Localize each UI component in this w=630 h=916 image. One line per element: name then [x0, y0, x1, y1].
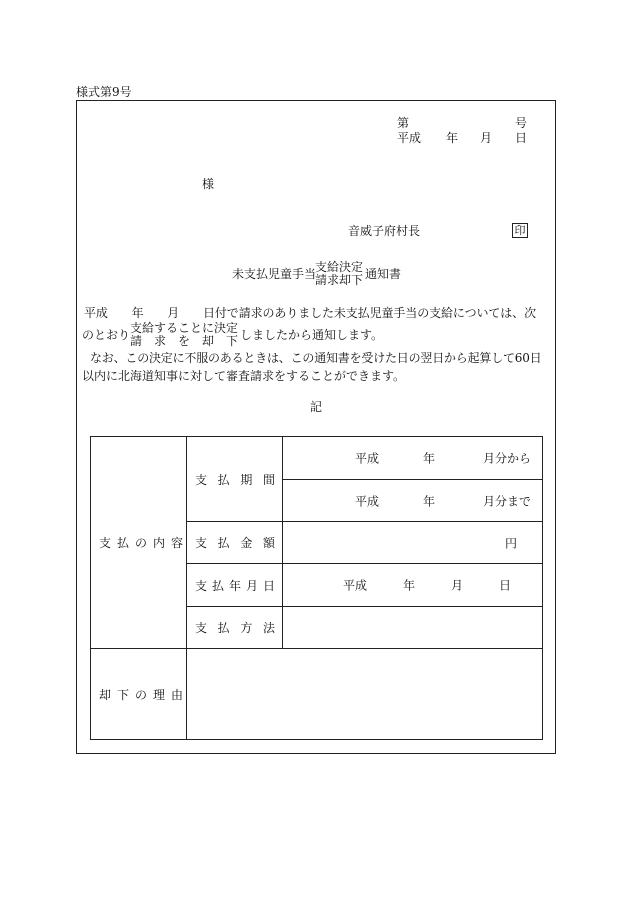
row-amount-label: [187, 522, 283, 564]
row-date-label: [187, 564, 283, 607]
issuer-name: 音威子府村長: [348, 224, 421, 238]
pay-date-month: 月: [451, 578, 464, 593]
label-char: 法: [262, 621, 275, 635]
lbl-method-text: [195, 619, 275, 636]
period-from-year: 年: [423, 451, 436, 466]
number-prefix: 第: [397, 116, 410, 130]
label-char: 年: [228, 578, 241, 593]
payment-table: [90, 436, 543, 740]
label-char: 支: [195, 578, 208, 593]
body-option-rejection: 請 求 を 却 下: [130, 334, 239, 348]
title-options: [315, 261, 363, 287]
label-char: の: [134, 536, 147, 550]
sec-pay-text: [99, 534, 183, 551]
period-from-cell: [283, 437, 543, 480]
amount-unit: 円: [505, 536, 518, 550]
period-to-cell: [283, 480, 543, 522]
label-char: 支: [195, 472, 208, 487]
label-char: 期: [240, 472, 253, 487]
pay-date-day: 日: [499, 578, 512, 593]
body-line-1: 平成 年 月 日付で請求のありました未支払児童手当の支給については、次: [84, 306, 536, 320]
row-method-label: [187, 607, 283, 649]
reason-cell: [187, 649, 543, 740]
label-char: 支: [195, 536, 208, 550]
title-option-decision: 支給決定: [315, 260, 364, 274]
label-char: 日: [262, 578, 275, 593]
label-char: 金: [240, 536, 253, 550]
title-option-rejection: 請求却下: [315, 273, 364, 287]
body-line-2-prefix: のとおり: [82, 328, 131, 342]
label-char: 払: [217, 472, 230, 487]
addressee-suffix: 様: [202, 177, 215, 191]
label-char: 月: [245, 578, 258, 593]
section-payment-label: [91, 437, 187, 649]
label-char: 理: [152, 687, 165, 702]
sec-reason-text: [99, 686, 183, 703]
label-char: の: [134, 687, 147, 702]
label-char: 払: [116, 536, 129, 550]
lbl-amount-text: [195, 534, 275, 551]
label-char: 払: [217, 621, 230, 635]
title-prefix: 未支払児童手当: [232, 267, 317, 281]
label-char: 却: [99, 687, 112, 702]
label-char: 下: [116, 687, 129, 702]
seal-mark: 印: [512, 223, 528, 238]
method-cell: [283, 607, 543, 649]
label-char: 内: [152, 536, 165, 550]
label-char: 額: [262, 536, 275, 550]
amount-cell: [283, 522, 543, 564]
date-era: 平成: [397, 131, 422, 145]
number-suffix: 号: [515, 116, 528, 130]
period-from-suffix: 月分から: [483, 451, 532, 466]
body-line-2-suffix: しましたから通知します。: [240, 328, 384, 342]
section-reason-label: [91, 649, 187, 740]
date-cell: [283, 564, 543, 607]
body-option-decision: 支給することに決定: [130, 321, 239, 335]
lbl-date-text: [195, 577, 275, 594]
period-from-era: 平成: [355, 451, 380, 466]
label-char: 間: [262, 472, 275, 487]
period-to-suffix: 月分まで: [483, 494, 532, 508]
title-suffix: 通知書: [365, 267, 402, 281]
period-to-year: 年: [423, 494, 436, 508]
date-year: 年: [446, 131, 459, 145]
label-char: 支: [195, 621, 208, 635]
form-number: 様式第9号: [76, 85, 132, 99]
label-char: 容: [170, 536, 183, 550]
body-line-3: なお、この決定に不服のあるときは、この通知書を受けた日の翌日から起算して60日: [90, 351, 542, 365]
date-day: 日: [515, 131, 528, 145]
row-period-label: [187, 437, 283, 522]
pay-date-year: 年: [403, 578, 416, 593]
ki-label: 記: [310, 400, 323, 414]
label-char: 方: [240, 621, 253, 635]
lbl-period-text: [195, 471, 275, 488]
label-char: 由: [170, 687, 183, 702]
period-to-era: 平成: [355, 494, 380, 508]
pay-date-era: 平成: [343, 578, 368, 593]
label-char: 払: [211, 578, 224, 593]
date-month: 月: [480, 131, 493, 145]
body-line-4: 以内に北海道知事に対して審査請求をすることができます。: [82, 369, 406, 383]
body-line-2-options: [130, 322, 238, 348]
label-char: 払: [217, 536, 230, 550]
label-char: 支: [99, 536, 112, 550]
